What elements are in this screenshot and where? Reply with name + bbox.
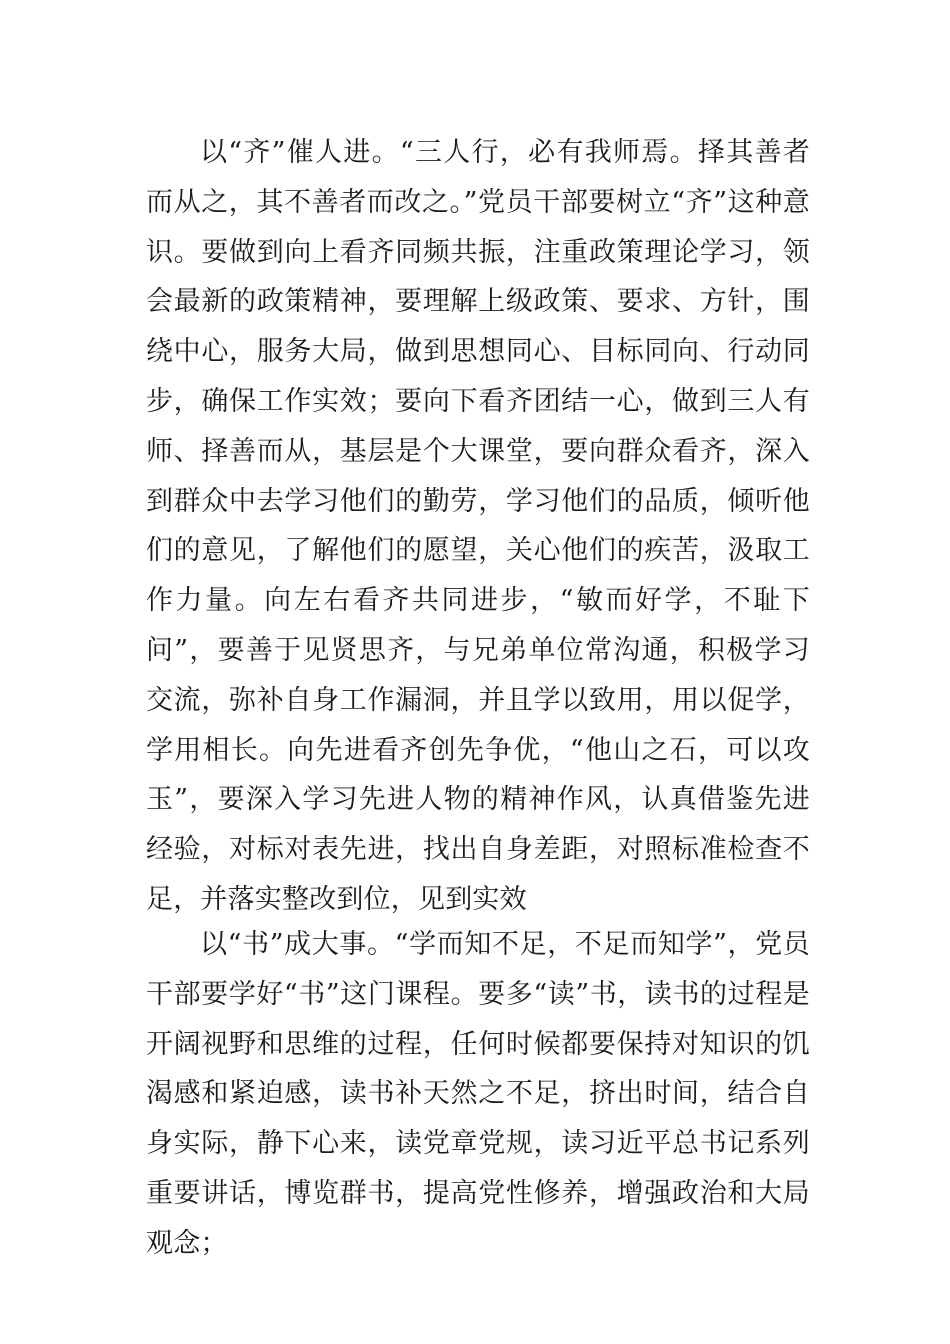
paragraph-qi: 以“齐”催人进。“三人行，必有我师焉。择其善者而从之，其不善者而改之。”党员干部要树立“齐”这种意识。要做到向上看齐同频共振，注重政策理论学习，领会最新的政策精神，要理解上级政策、要求、方针，围绕中心，服务大局，做到思想同心、目标同向、行动同步，确保工作实效；要向下看齐团结一心，做到三人有师、择善而从，基层是个大课堂，要向群众看齐，深入到群众中去学习他们的勤劳，学习他们的品质，倾听他们的意见，了解他们的愿望，关心他们的疾苦，汲取工作力量。向左右看齐共同进步，“敏而好学，不耻下问”，要善于见贤思齐，与兄弟单位常沟通，积极学习交流，弥补自身工作漏洞，并且学以致用，用以促学，学用相长。向先进看齐创先争优，“他山之石，可以攻玉”，要深入学习先进人物的精神作风，认真借鉴先进经验，对标对表先进，找出自身差距，对照标准检查不足，并落实整改到位，见到实效 bbox=[146, 137, 810, 915]
paragraph-shu: 以“书”成大事。“学而知不足，不足而知学”，党员干部要学好“书”这门课程。要多“读”书，读书的过程是开阔视野和思维的过程，任何时候都要保持对知识的饥渴感和紧迫感，读书补天然之不足，挤出时间，结合自身实际，静下心来，读党章党规，读习近平总书记系列重要讲话，博览群书，提高党性修养，增强政治和大局观念； bbox=[146, 929, 810, 1259]
